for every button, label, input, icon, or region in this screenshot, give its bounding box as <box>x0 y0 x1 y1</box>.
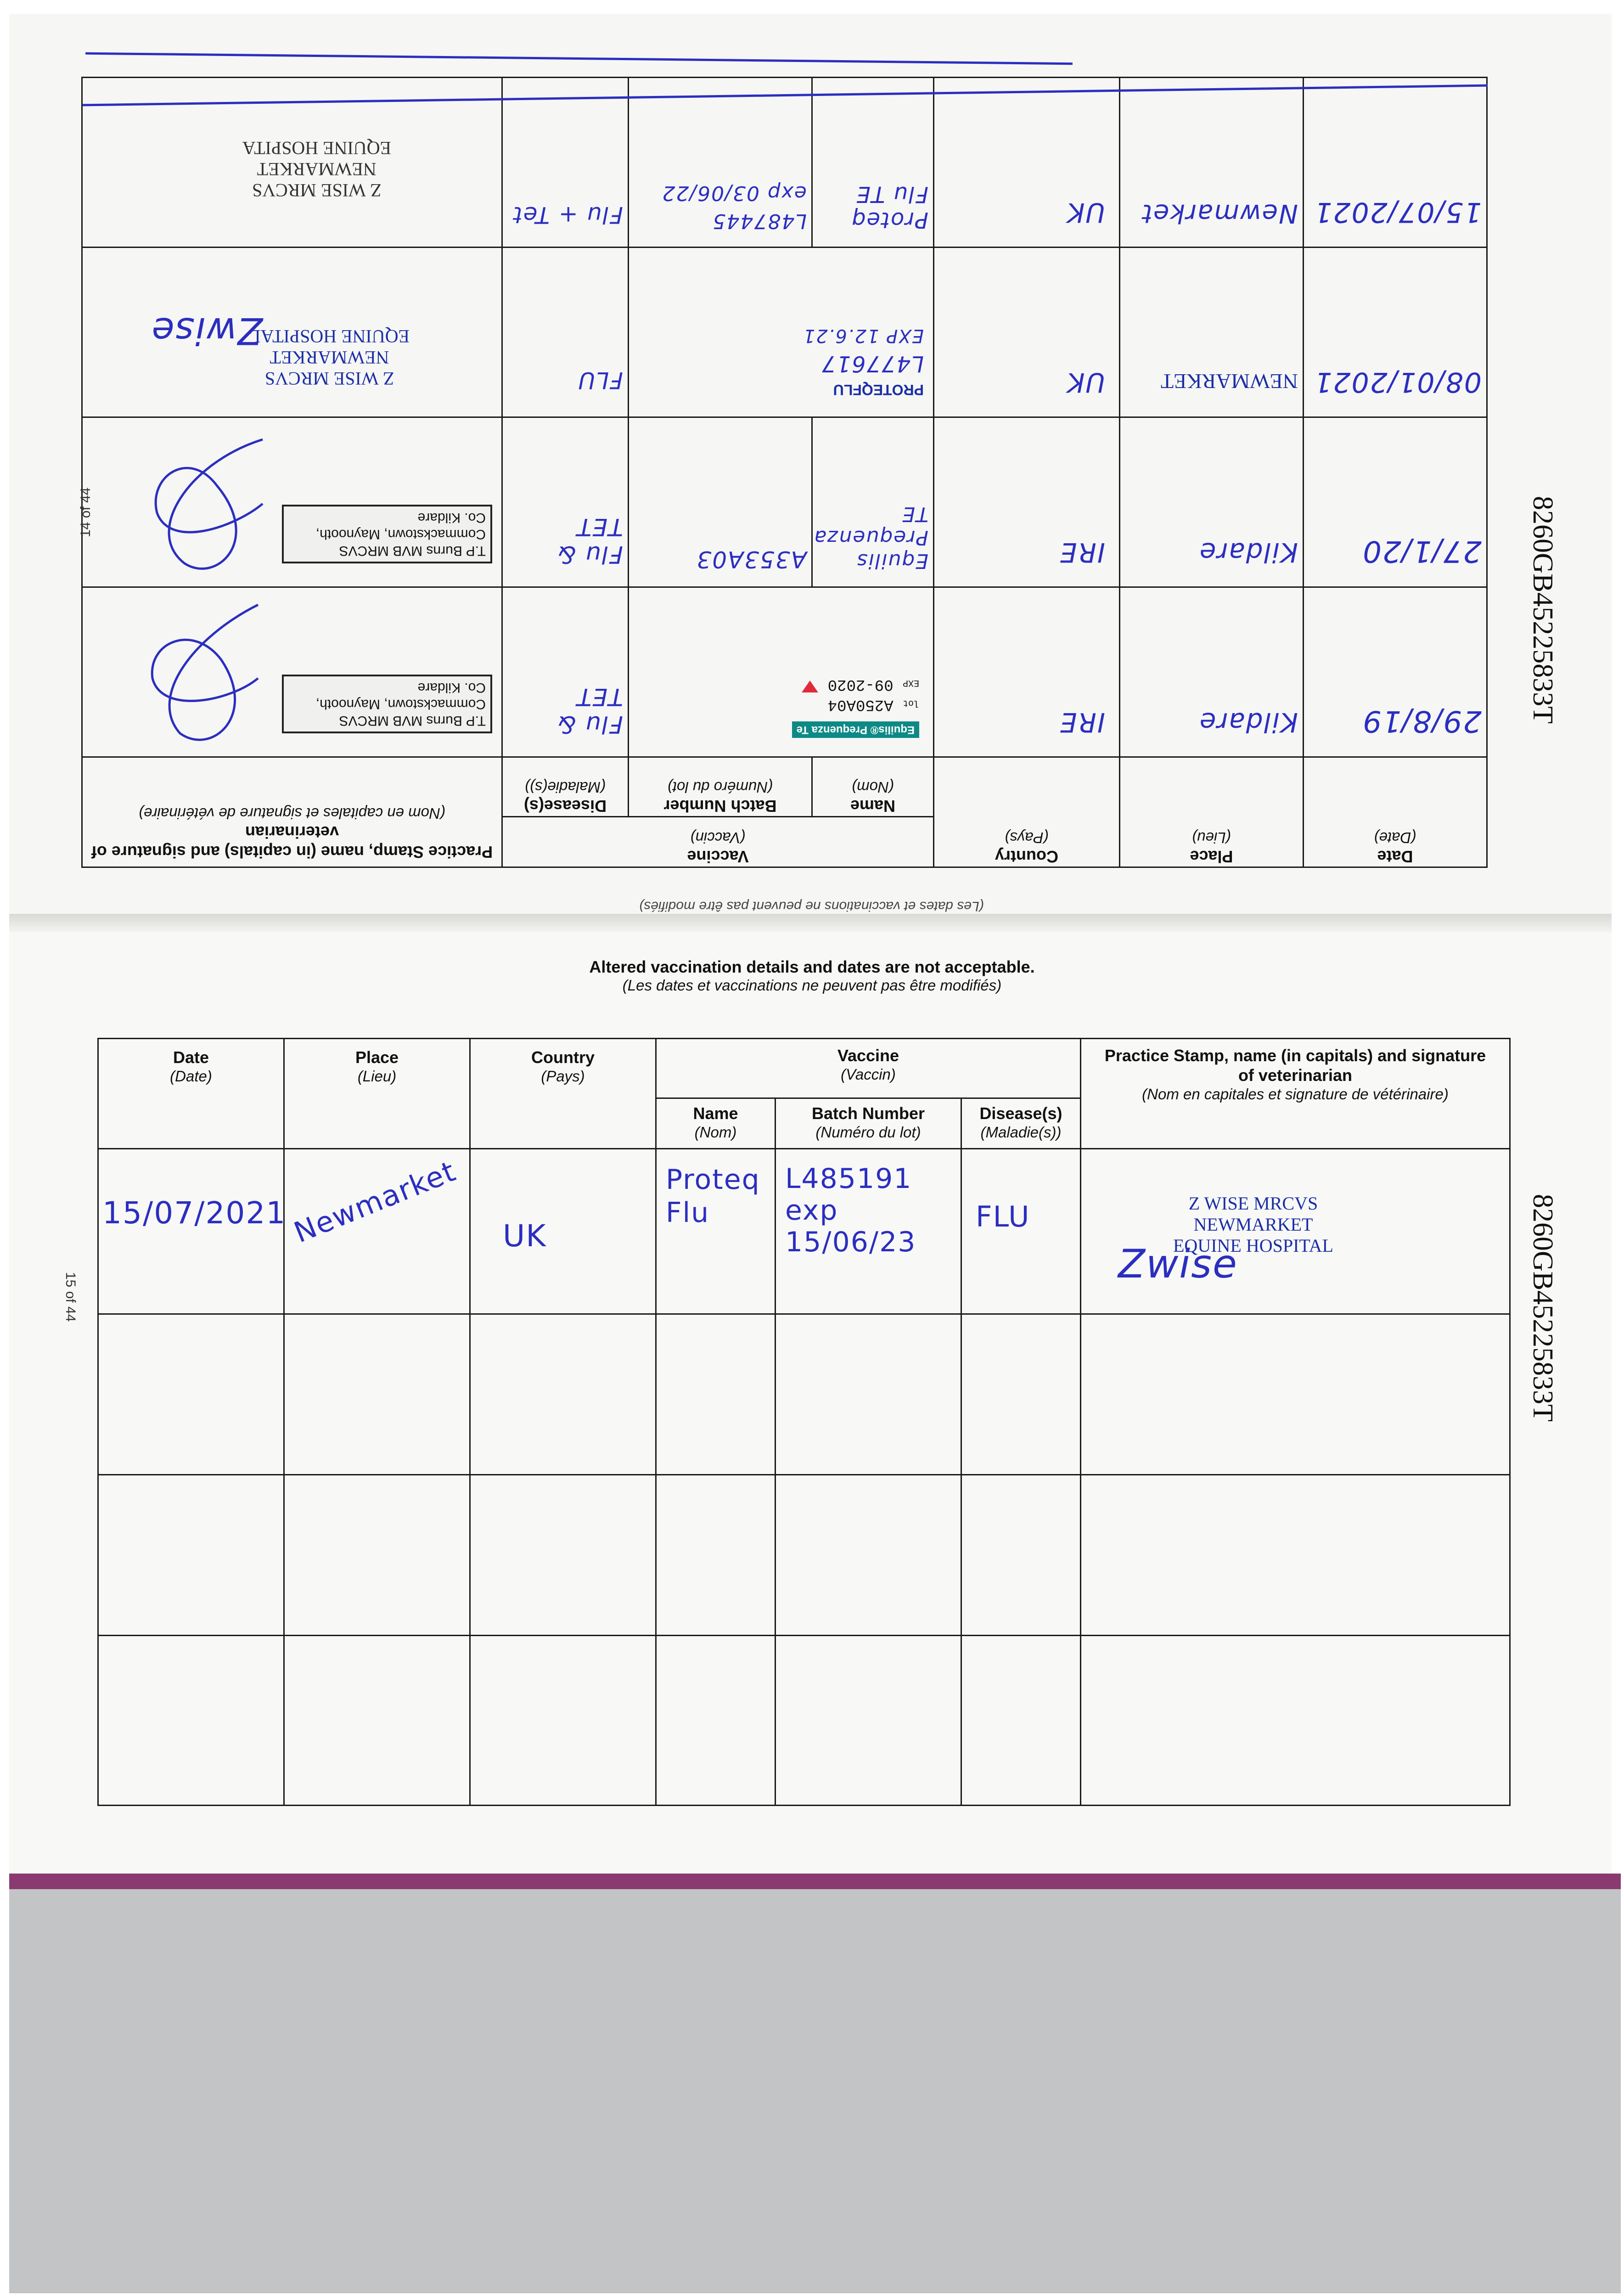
row-batch-exp: EXP 12.6.21 <box>802 325 924 346</box>
row-date: 29/8/19 <box>1362 704 1482 738</box>
table-row <box>82 417 1487 587</box>
row-country: UK <box>503 1218 547 1254</box>
top-passport-serial: 8260GB45225833T <box>1527 496 1558 724</box>
col-disease-header: Disease(s) (Maladie(s)) <box>502 757 629 817</box>
vet-stamp: Z WISE MRCVS NEWMARKET EQUINE HOSPITAL <box>1173 1193 1333 1256</box>
vaccine-sticker: Equilis® Prequenza Te <box>792 721 919 738</box>
top-notice-fr: (Les dates et vaccinations ne peuvent pas être modifiés) <box>639 899 984 914</box>
col-batch-header: Batch Number (Numéro du lot) <box>775 1098 961 1149</box>
bottom-vaccination-table <box>97 1038 1511 1806</box>
row-disease: FLU <box>577 367 623 394</box>
vet-stamp: Z WISE MRCVS NEWMARKET EQUINE HOSPITAL <box>249 326 410 389</box>
row-batch: L487445 <box>712 209 807 233</box>
scan-background <box>9 1889 1621 2293</box>
row-batch-exp: exp 03/06/22 <box>661 181 807 205</box>
row-place: Newmarket <box>1141 198 1298 228</box>
row-disease: Flu + Tet <box>512 202 623 228</box>
vet-stamp: T.P Burns MVB MRCVS Commackstown, Maynooth, Co. Kildare <box>282 675 492 733</box>
table-row <box>82 587 1487 757</box>
row-batch-exp: 15/06/23 <box>785 1226 916 1258</box>
col-stamp-header: Practice Stamp, name (in capitals) and signature of veterinarian (Nom en capitales et signature de vétérinaire) <box>1081 1039 1510 1149</box>
row-name: PROTEQFLU <box>833 382 924 398</box>
row-batch: A250A04 <box>827 696 893 713</box>
row-place: Kildare <box>1198 537 1298 568</box>
row-stamp-cell <box>82 248 502 417</box>
alteration-warning-fr: (Les dates et vaccinations ne peuvent pas être modifiés) <box>622 977 1002 994</box>
row-stamp-cell <box>1081 1149 1510 1314</box>
top-page-number: 14 of 44 <box>78 487 93 537</box>
row-disease: FLU <box>976 1200 1030 1233</box>
table-row <box>98 1149 1510 1314</box>
row-country: IRE <box>1059 707 1105 738</box>
col-batch-header: Batch Number (Numéro du lot) <box>629 757 812 817</box>
top-vaccination-table <box>81 77 1488 868</box>
row-place: Kildare <box>1198 707 1298 738</box>
row-name: Proteq Flu TE <box>851 181 928 233</box>
row-place: NEWMARKET <box>1161 370 1298 393</box>
col-vaccine-header: Vaccine (Vaccin) <box>502 817 934 867</box>
passport-binding <box>9 1874 1621 1889</box>
vet-signature: Zwise <box>1118 1241 1238 1287</box>
col-name-header: Name (Nom) <box>812 757 934 817</box>
row-batch-exp: 09-2020 <box>827 675 893 693</box>
vet-stamp: T.P Burns MVB MRCVS Commackstown, Maynooth, Co. Kildare <box>282 505 492 563</box>
lot-label: lot <box>902 698 919 708</box>
row-name: Proteq Flu <box>666 1164 760 1229</box>
row-date: 15/07/2021 <box>102 1195 287 1231</box>
row-country: IRE <box>1059 537 1105 568</box>
signature-scribble <box>139 596 286 752</box>
table-row <box>82 248 1487 417</box>
upside-down-page <box>0 0 1624 932</box>
empty-table-row <box>98 1636 1510 1806</box>
row-country: UK <box>1066 197 1105 228</box>
row-date: 08/01/2021 <box>1314 366 1482 398</box>
row-batch: L485191 <box>785 1163 912 1195</box>
row-place: Newmarket <box>289 1154 461 1249</box>
col-country-header: Country (Pays) <box>470 1039 656 1149</box>
signature-scribble <box>139 426 286 582</box>
vet-signature: Zwise <box>151 310 263 352</box>
row-stamp-cell <box>82 417 502 587</box>
row-stamp-cell <box>82 587 502 757</box>
vaccine-sticker-cell <box>629 587 934 757</box>
col-place-header: Place (Lieu) <box>1120 757 1304 867</box>
row-date: 27/1/20 <box>1362 534 1482 568</box>
bottom-page-number: 15 of 44 <box>63 1272 78 1322</box>
top-notice <box>0 898 1624 914</box>
vet-stamp: Z WISE MRCVS NEWMARKET EQUINE HOSPITA <box>242 138 391 201</box>
empty-table-row <box>98 1314 1510 1475</box>
col-stamp-header: Practice Stamp, name (in capitals) and signature of veterinarian (Nom en capitales et signature de vétérinaire) <box>82 757 502 867</box>
col-place-header: Place (Lieu) <box>284 1039 470 1149</box>
col-vaccine-header: Vaccine (Vaccin) <box>656 1039 1081 1098</box>
row-batch: A353A03 <box>696 546 807 573</box>
row-name: Equilis Prequenza TE <box>813 502 928 573</box>
empty-table-row <box>98 1475 1510 1636</box>
exp-label: EXP <box>902 677 919 688</box>
col-date-header: Date (Date) <box>98 1039 284 1149</box>
row-disease: Flu & TET <box>556 513 623 568</box>
col-name-header: Name (Nom) <box>656 1098 775 1149</box>
col-date-header: Date (Date) <box>1304 757 1487 867</box>
red-flag-icon <box>802 681 818 692</box>
col-disease-header: Disease(s) (Maladie(s)) <box>961 1098 1081 1149</box>
bottom-notice <box>0 957 1624 994</box>
row-date: 15/07/2021 <box>1314 196 1482 228</box>
row-batch: L477617 <box>821 351 924 377</box>
bottom-passport-serial: 8260GB45225833T <box>1527 1194 1558 1422</box>
row-batch-exp-label: exp <box>785 1194 838 1227</box>
row-country: UK <box>1066 367 1105 398</box>
alteration-warning: Altered vaccination details and dates are not acceptable. <box>589 957 1035 976</box>
strike-through-line <box>85 52 1073 65</box>
row-disease: Flu & TET <box>556 683 623 738</box>
col-country-header: Country (Pays) <box>934 757 1120 867</box>
vaccine-cell <box>629 248 934 417</box>
